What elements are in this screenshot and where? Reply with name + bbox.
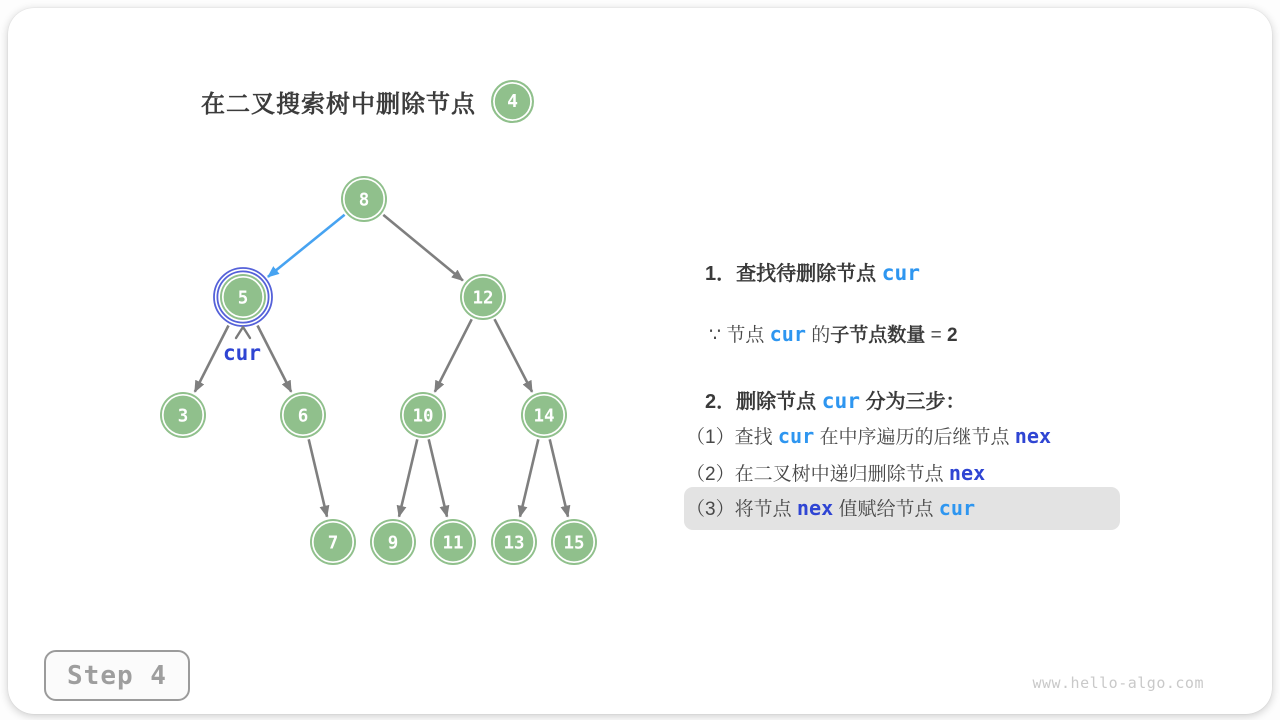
binary-search-tree-diagram bbox=[8, 8, 668, 618]
step-indicator-label: Step 4 bbox=[67, 660, 167, 691]
note-step2-item3 bbox=[686, 498, 975, 519]
pointer-label: cur bbox=[223, 341, 261, 365]
tree-node-11 bbox=[430, 519, 476, 565]
tree-node-10 bbox=[400, 392, 446, 438]
text-segment: （1）查找 bbox=[686, 427, 778, 448]
tree-edge-6-7 bbox=[309, 439, 327, 516]
tree-edge-8-12 bbox=[383, 215, 463, 281]
tree-node-8 bbox=[341, 176, 387, 222]
note-because-line bbox=[709, 324, 958, 345]
tree-edge-12-14 bbox=[495, 319, 533, 392]
text-segment: cur bbox=[769, 322, 807, 346]
tree-node-value: 11 bbox=[442, 533, 464, 554]
text-segment: = bbox=[925, 325, 947, 346]
tree-node-3 bbox=[160, 392, 206, 438]
tree-node-value: 12 bbox=[472, 288, 494, 309]
step-number-badge-label: 4 bbox=[507, 91, 518, 112]
tree-node-6 bbox=[280, 392, 326, 438]
tree-node-5 bbox=[214, 268, 272, 326]
tree-edge-12-10 bbox=[435, 319, 472, 392]
note-step2-item1 bbox=[686, 426, 1051, 447]
tree-node-value: 13 bbox=[503, 533, 525, 554]
tree-node-value: 8 bbox=[358, 190, 370, 211]
tree-node-15 bbox=[551, 519, 597, 565]
tree-edge-8-5 bbox=[268, 215, 345, 277]
text-segment: nex bbox=[1014, 424, 1052, 448]
note-step1-title bbox=[705, 262, 920, 284]
text-segment: cur bbox=[938, 496, 976, 520]
text-segment: 2 bbox=[946, 325, 958, 346]
text-segment: cur bbox=[821, 388, 860, 413]
pointer-caret-icon bbox=[236, 327, 250, 338]
text-segment: cur bbox=[777, 424, 815, 448]
text-segment: nex bbox=[796, 496, 834, 520]
text-segment: 分为三步： bbox=[859, 391, 966, 413]
text-segment: cur bbox=[881, 260, 920, 285]
tree-edge-14-15 bbox=[550, 439, 568, 516]
page-title: 在二叉搜索树中删除节点 bbox=[201, 91, 476, 118]
text-segment: 在中序遍历的后继节点 bbox=[814, 427, 1015, 448]
text-segment: （2）在二叉树中递归删除节点 bbox=[686, 464, 949, 485]
tree-node-value: 6 bbox=[297, 406, 309, 427]
tree-node-value: 15 bbox=[563, 533, 585, 554]
text-segment: 的 bbox=[806, 325, 831, 346]
pointer-cur bbox=[223, 327, 261, 365]
tree-node-value: 10 bbox=[412, 406, 434, 427]
tree-node-13 bbox=[491, 519, 537, 565]
tree-node-value: 9 bbox=[387, 533, 399, 554]
tree-node-value: 14 bbox=[533, 406, 555, 427]
text-segment: 2．删除节点 bbox=[705, 391, 822, 413]
tree-node-7 bbox=[310, 519, 356, 565]
tree-node-9 bbox=[370, 519, 416, 565]
text-segment: 值赋给节点 bbox=[833, 499, 939, 520]
text-segment: （3）将节点 bbox=[686, 499, 797, 520]
step-indicator bbox=[44, 650, 190, 701]
text-segment: ∵ 节点 bbox=[709, 325, 770, 346]
tree-node-value: 3 bbox=[177, 406, 189, 427]
text-segment: nex bbox=[948, 461, 986, 485]
tree-node-value: 5 bbox=[237, 288, 249, 309]
slide-card bbox=[8, 8, 1272, 714]
note-step2-item3-highlight bbox=[684, 487, 1120, 530]
tree-node-14 bbox=[521, 392, 567, 438]
tree-edge-14-13 bbox=[520, 439, 538, 516]
tree-node-value: 7 bbox=[327, 533, 339, 554]
tree-edge-10-9 bbox=[399, 439, 417, 516]
tree-edge-5-6 bbox=[258, 326, 292, 392]
note-step2-title bbox=[705, 390, 966, 412]
watermark: www.hello-algo.com bbox=[1032, 674, 1204, 692]
text-segment: 子节点数量 bbox=[830, 325, 926, 346]
text-segment: 1．查找待删除节点 bbox=[705, 263, 882, 285]
note-step2-item2 bbox=[686, 463, 985, 484]
tree-node-12 bbox=[460, 274, 506, 320]
tree-edge-10-11 bbox=[429, 439, 447, 516]
